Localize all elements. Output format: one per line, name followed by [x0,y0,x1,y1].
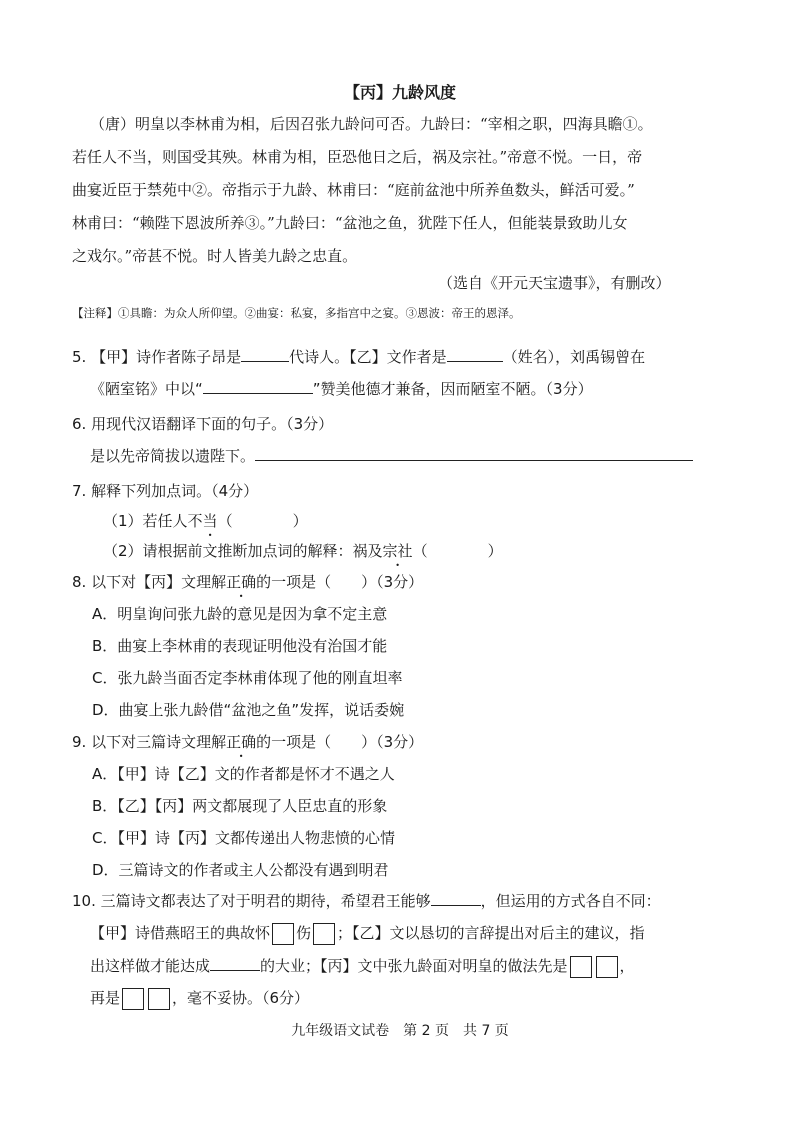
q7-item-1-dotted-word: 当 [202,512,218,530]
q5-part-d: 《陋室铭》中以“ [90,380,203,398]
q10-text-4a: 再是 [90,989,121,1007]
question-6-stem: 6. 用现代汉语翻译下面的句子。（3分） [72,415,334,433]
q7-item-1-text: （1）若任人不 [103,512,203,530]
question-7-item-2 [103,540,503,561]
question-10-line-1 [72,890,661,911]
q5-part-a: 5. 【甲】诗作者陈子昂是 [72,348,242,366]
section-title: 【丙】九龄风度 [343,83,456,102]
passage-line-3: 曲宴近臣于禁苑中②。帝指示于九龄、林甫曰：“庭前盆池中所养鱼数头，鲜活可爱。” [72,181,635,199]
page-footer: 九年级语文试卷 第 2 页 共 7 页 [291,1023,509,1039]
q10-text-2b: 伤 [296,924,312,942]
question-7-item-1 [103,510,308,531]
q10-box-4[interactable] [596,956,618,978]
question-10-line-4 [90,987,309,1010]
q10-text-2c: ；【乙】文以恳切的言辞提出对后主的建议，指 [337,924,645,942]
q5-dynasty-blank[interactable] [241,347,289,362]
annotation-note: 【注释】①具瞻：为众人所仰望。②曲宴：私宴，多指宫中之宴。③恩波：帝王的恩泽。 [72,306,521,320]
q10-text-4b: ，毫不妥协。（6分） [172,989,310,1007]
q6-translation-blank[interactable] [255,446,693,461]
passage-line-1: （唐）明皇以李林甫为相，后因召张九龄问可否。九龄曰：“宰相之职，四海具瞻①。 [90,115,653,133]
q10-text-3c: ， [619,957,635,975]
q7-item-2-answer[interactable]: （ ） [412,542,503,560]
q8-option-c[interactable]: C．张九龄当面否定李林甫体现了他的刚直坦率 [92,669,403,687]
q10-text-1a: 10. 三篇诗文都表达了对于明君的期待，希望君王能够 [72,892,431,910]
q10-blank-2[interactable] [210,956,260,971]
q8-stem-text: 8. 以下对【丙】文理解 [72,573,227,591]
q5-part-c: （姓名），刘禹锡曾在 [502,348,646,366]
q10-box-3[interactable] [570,956,592,978]
q10-text-2a: 【甲】诗借燕昭王的典故怀 [90,924,271,942]
q6-sentence: 是以先帝简拔以遗陛下。 [90,447,256,465]
question-7-stem: 7. 解释下列加点词。（4分） [72,482,259,500]
source-citation: （选自《开元天宝遗事》，有删改） [438,274,671,292]
q9-stem-tail: 的一项是（ ）（3分） [256,733,424,751]
q10-box-5[interactable] [122,988,144,1010]
question-10-line-2 [90,922,645,945]
q10-text-1b: ，但运用的方式各自不同： [480,892,661,910]
q10-box-6[interactable] [148,988,170,1010]
q9-stem-text: 9. 以下对三篇诗文理解 [72,733,227,751]
question-8-stem [72,571,423,592]
q8-option-b[interactable]: B．曲宴上李林甫的表现证明他没有治国才能 [92,637,388,655]
q9-option-a[interactable]: A．【甲】诗【乙】文的作者都是怀才不遇之人 [92,765,395,783]
q9-dotted-word: 正确 [226,733,257,751]
q5-author-blank[interactable] [447,347,503,362]
question-10-line-3 [90,955,635,978]
q8-stem-tail: 的一项是（ ）（3分） [256,573,424,591]
q9-option-d[interactable]: D．三篇诗文的作者或主人公都没有遇到明君 [92,861,389,879]
q7-item-2-dotted-word: 宗社 [382,542,413,560]
q5-part-e: ”赞美他德才兼备，因而陋室不陋。（3分） [312,380,593,398]
question-5-line-2 [90,378,593,399]
q10-text-3b: 的大业；【丙】文中张九龄面对明皇的做法先是 [260,957,568,975]
passage-line-4: 林甫曰：“赖陛下恩波所养③。”九龄曰：“盆池之鱼，犹陛下任人，但能装景致助儿女 [72,214,628,232]
q10-box-2[interactable] [313,923,335,945]
q5-quote-blank[interactable] [203,379,313,394]
question-9-stem [72,731,423,752]
q5-part-b: 代诗人。【乙】文作者是 [289,348,447,366]
q10-blank-1[interactable] [431,891,481,906]
q10-text-3a: 出这样做才能达成 [90,957,211,975]
q7-item-1-answer[interactable]: （ ） [217,512,308,530]
passage-line-5: 之戏尔。”帝甚不悦。时人皆美九龄之忠直。 [72,247,358,265]
question-6-sentence-row [90,445,693,466]
q10-box-1[interactable] [272,923,294,945]
passage-line-2: 若任人不当，则国受其殃。林甫为相，臣恐他日之后，祸及宗社。”帝意不悦。一日，帝 [72,148,643,166]
q9-option-b[interactable]: B．【乙】【丙】两文都展现了人臣忠直的形象 [92,797,388,815]
question-5-line-1 [72,346,645,367]
q9-option-c[interactable]: C．【甲】诗【丙】文都传递出人物悲愤的心情 [92,829,395,847]
q8-option-a[interactable]: A．明皇询问张九龄的意见是因为拿不定主意 [92,605,388,623]
q7-item-2-text: （2）请根据前文推断加点词的解释：祸及 [103,542,383,560]
q8-dotted-word: 正确 [226,573,257,591]
q8-option-d[interactable]: D．曲宴上张九龄借“盆池之鱼”发挥，说话委婉 [92,701,405,719]
